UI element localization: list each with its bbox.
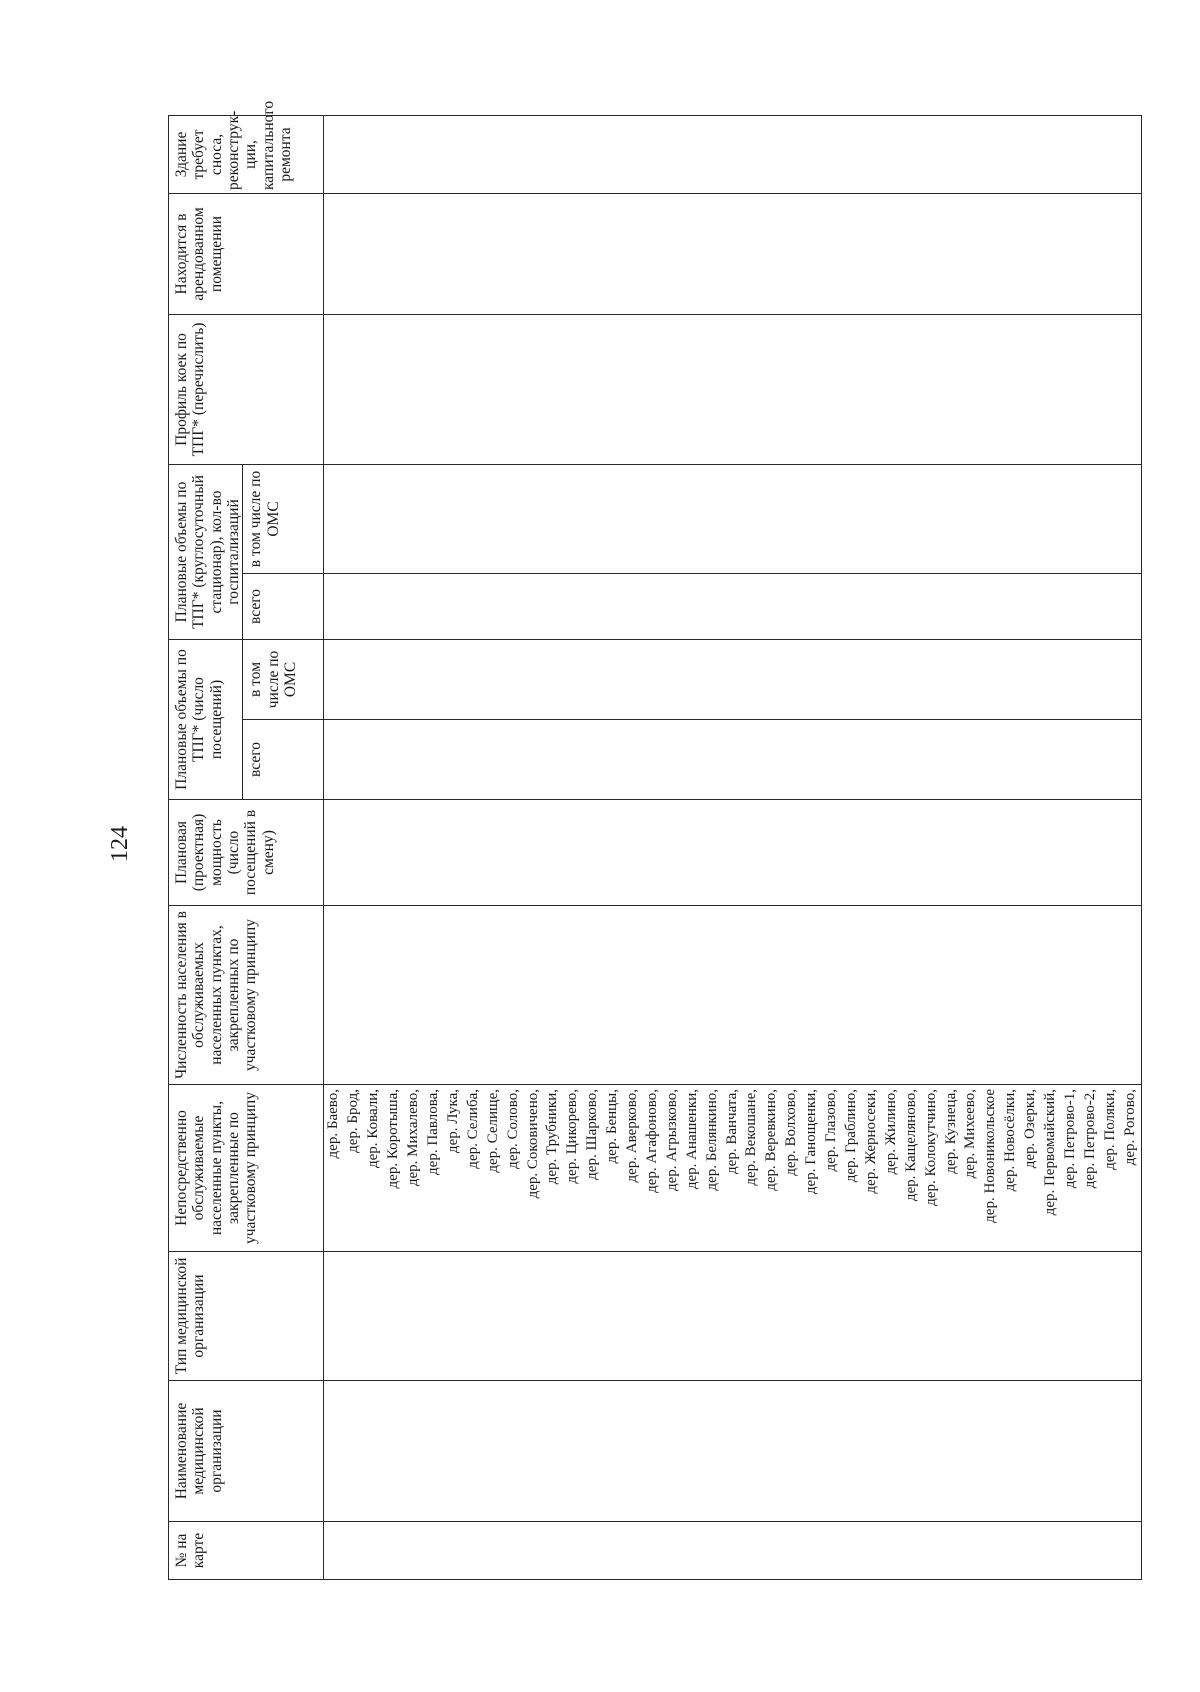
col-header-rented: Находится в арендованном помещении [169,193,324,314]
cell-rented [324,193,1141,314]
cell-population [324,906,1141,1085]
settlement-item: дер. Анашенки, [683,1089,700,1190]
settlement-item: дер. Коротыша, [385,1089,402,1189]
settlement-item: дер. Брод, [345,1089,362,1153]
settlement-item: дер. Векошане, [743,1089,760,1186]
settlement-item: дер. Павлова, [424,1089,441,1175]
settlement-item: дер. Ковали, [365,1089,382,1168]
settlement-item: дер. Аверково, [624,1089,641,1183]
settlement-item: дер. Кащеляново, [902,1089,919,1202]
settlement-item: дер. Солово, [504,1089,521,1169]
cell-capacity [324,800,1141,906]
settlement-list [324,1085,1140,1251]
col-header-org-type: Тип медицинской организации [169,1252,324,1381]
cell-bed-profile [324,314,1141,464]
settlement-item: дер. Жилино, [882,1089,899,1175]
settlement-item: дер. Кузнеца, [942,1089,959,1174]
settlement-item: дер. Михалево, [405,1089,422,1187]
settlement-item: дер. Бенцы, [604,1089,621,1164]
col-header-visits: Плановые объемы по ТПГ* (число посещений) [169,639,243,799]
settlement-item: дер. Агафоново, [643,1089,660,1193]
settlement-item: дер. Цикорево, [564,1089,581,1184]
settlement-item: дер. Рогово, [1121,1089,1138,1166]
settlement-item: дер. Новосёлки, [1002,1089,1019,1192]
cell-hosp-total [324,573,1141,639]
cell-served-settlements [324,1085,1141,1252]
settlement-item: дер. Селище, [484,1089,501,1173]
settlement-item: дер. Белянкино, [703,1089,720,1191]
settlement-item: дер. Михеево, [962,1089,979,1179]
cell-org-type [324,1252,1141,1381]
settlement-item: дер. Волхово, [783,1089,800,1176]
subheader-hosp-total: всего [243,573,324,639]
register-table [168,100,1142,1580]
settlement-item: дер. Ванчата, [723,1089,740,1174]
col-header-population: Численность населения в обслуживаемых населенных пунктах, закрепленных по участковому принципу [169,906,324,1085]
settlement-item: дер. Петрово-2, [1081,1089,1098,1189]
settlement-item: дер. Поляки, [1101,1089,1118,1170]
settlement-item: дер. Граблино, [843,1089,859,1183]
data-row [324,115,1141,1579]
header-row [169,115,243,1579]
settlement-item: дер. Первомайский, [1042,1089,1059,1216]
col-header-repair: Здание требует сноса, реконструк-ции, капитального ремонта [169,115,324,193]
settlement-item: дер. Соковичено, [524,1089,541,1199]
settlement-item: дер. Баево, [325,1089,342,1159]
cell-visits-oms [324,639,1141,719]
cell-map-no [324,1522,1141,1580]
cell-visits-total [324,720,1141,800]
settlement-item: дер. Озерки, [1022,1089,1039,1169]
col-header-bed-profile: Профиль коек по ТПГ* (перечислить) [169,314,324,464]
settlement-item: дер. Жерносеки, [862,1089,879,1194]
settlement-item: дер. Шарково, [584,1089,601,1180]
col-header-served-settlements: Непосредственно обслуживаемые населенные пункты, закрепленные по участковому принципу [169,1085,324,1252]
cell-repair [324,115,1141,193]
col-header-map-no: № на карте [169,1522,324,1580]
settlement-item: дер. Веревкино, [763,1089,780,1191]
subheader-visits-oms: в том числе по ОМС [243,639,324,719]
settlement-item: дер. Петрово-1, [1061,1089,1078,1189]
col-header-capacity: Плановая (проектная) мощность (число посещений в смену) [169,800,324,906]
col-header-org-name: Наименование медицинской организации [169,1381,324,1522]
settlement-item: дер. Трубники, [544,1089,561,1185]
cell-hosp-oms [324,464,1141,573]
col-header-hospitalizations: Плановые объемы по ТПГ* (круглосуточный стационар), кол-во госпитализаций [169,464,243,639]
settlement-item: дер. Новоникольское [982,1089,999,1223]
settlement-item: дер. Глазово, [823,1089,840,1172]
subheader-visits-total: всего [243,720,324,800]
settlement-item: дер. Селиба, [464,1089,481,1169]
settlement-item: дер. Ганощенки, [803,1089,820,1195]
page-number: 124 [107,826,133,862]
rotated-table-frame [168,100,1138,1580]
settlement-item: дер. Агрызково, [663,1089,680,1192]
cell-org-name [324,1381,1141,1522]
settlement-item: дер. Колокутчино, [922,1089,939,1206]
subheader-hosp-oms: в том числе по ОМС [243,464,324,573]
settlement-item: дер. Лука, [444,1089,461,1154]
